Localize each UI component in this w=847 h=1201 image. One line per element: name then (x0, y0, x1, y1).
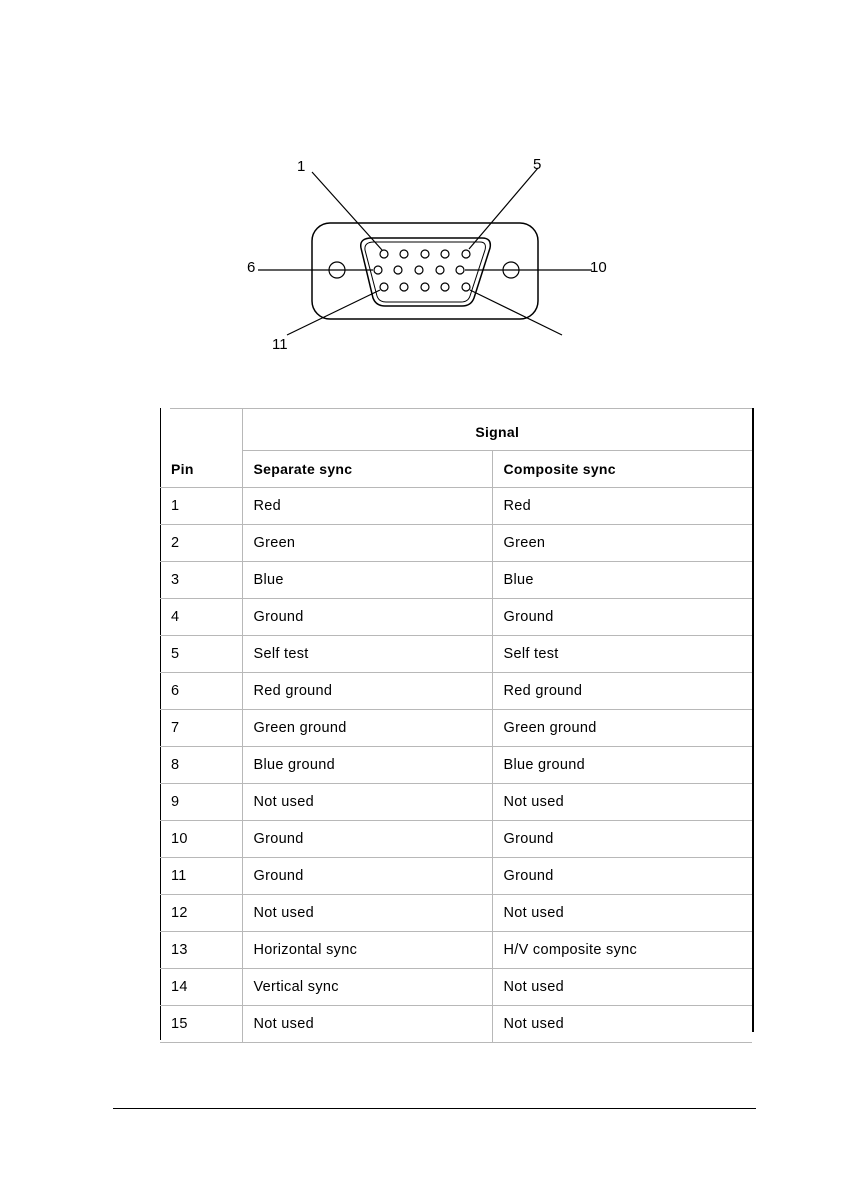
cell-pin: 10 (160, 821, 242, 858)
header-pin: Pin (160, 451, 242, 488)
cell-separate-sync: Vertical sync (242, 969, 492, 1006)
cell-pin: 9 (160, 784, 242, 821)
table-row (160, 562, 752, 599)
header-signal: Signal (242, 408, 752, 451)
cell-pin: 2 (160, 525, 242, 562)
leader-lines (258, 168, 592, 335)
cell-pin: 13 (160, 932, 242, 969)
cell-separate-sync: Blue ground (242, 747, 492, 784)
pin-label-6: 6 (247, 259, 256, 276)
cell-composite-sync: Not used (492, 969, 752, 1006)
cell-separate-sync: Green (242, 525, 492, 562)
cell-pin: 5 (160, 636, 242, 673)
cell-pin: 7 (160, 710, 242, 747)
header-pin-spacer (160, 408, 242, 451)
cell-composite-sync: Not used (492, 1006, 752, 1043)
table-row (160, 636, 752, 673)
table-row (160, 525, 752, 562)
pin-row-middle (374, 266, 464, 274)
cell-separate-sync: Not used (242, 784, 492, 821)
cell-pin: 3 (160, 562, 242, 599)
cell-composite-sync: Green (492, 525, 752, 562)
cell-composite-sync: Blue (492, 562, 752, 599)
cell-pin: 14 (160, 969, 242, 1006)
cell-composite-sync: Not used (492, 895, 752, 932)
table-row (160, 932, 752, 969)
cell-composite-sync: Red ground (492, 673, 752, 710)
table-row (160, 821, 752, 858)
table-row (160, 488, 752, 525)
connector-face-inner (365, 242, 486, 302)
table-header-row-signal (160, 408, 752, 451)
table-row (160, 747, 752, 784)
table-header-row (160, 451, 752, 488)
cell-separate-sync: Not used (242, 1006, 492, 1043)
pin-signal-table-body (160, 408, 752, 1043)
table-row (160, 1006, 752, 1043)
cell-separate-sync: Red (242, 488, 492, 525)
pin-label-11: 11 (272, 336, 288, 353)
header-composite-sync: Composite sync (492, 451, 752, 488)
cell-composite-sync: Ground (492, 858, 752, 895)
pin-row-bottom (380, 283, 470, 291)
vga-connector-diagram (0, 0, 847, 380)
pin-signal-table (160, 408, 752, 1043)
cell-composite-sync: H/V composite sync (492, 932, 752, 969)
cell-composite-sync: Red (492, 488, 752, 525)
table-row (160, 673, 752, 710)
cell-pin: 8 (160, 747, 242, 784)
footer-rule (113, 1108, 756, 1109)
pin-label-5: 5 (533, 156, 542, 173)
cell-composite-sync: Self test (492, 636, 752, 673)
cell-separate-sync: Ground (242, 821, 492, 858)
cell-composite-sync: Ground (492, 599, 752, 636)
table-row (160, 895, 752, 932)
cell-pin: 1 (160, 488, 242, 525)
pin-label-10: 10 (590, 259, 607, 276)
cell-separate-sync: Not used (242, 895, 492, 932)
cell-composite-sync: Not used (492, 784, 752, 821)
pin-label-1: 1 (297, 158, 306, 175)
connector-drawing (0, 0, 847, 380)
cell-pin: 6 (160, 673, 242, 710)
cell-separate-sync: Red ground (242, 673, 492, 710)
table-row (160, 784, 752, 821)
table-row (160, 858, 752, 895)
cell-separate-sync: Horizontal sync (242, 932, 492, 969)
table-row (160, 599, 752, 636)
cell-separate-sync: Self test (242, 636, 492, 673)
cell-composite-sync: Blue ground (492, 747, 752, 784)
table-row (160, 710, 752, 747)
cell-separate-sync: Ground (242, 599, 492, 636)
table-frame-right (752, 408, 754, 1032)
cell-pin: 4 (160, 599, 242, 636)
cell-composite-sync: Ground (492, 821, 752, 858)
cell-pin: 15 (160, 1006, 242, 1043)
pin-row-top (380, 250, 470, 258)
header-separate-sync: Separate sync (242, 451, 492, 488)
cell-composite-sync: Green ground (492, 710, 752, 747)
cell-separate-sync: Ground (242, 858, 492, 895)
cell-pin: 12 (160, 895, 242, 932)
cell-separate-sync: Blue (242, 562, 492, 599)
table-row (160, 969, 752, 1006)
cell-separate-sync: Green ground (242, 710, 492, 747)
cell-pin: 11 (160, 858, 242, 895)
